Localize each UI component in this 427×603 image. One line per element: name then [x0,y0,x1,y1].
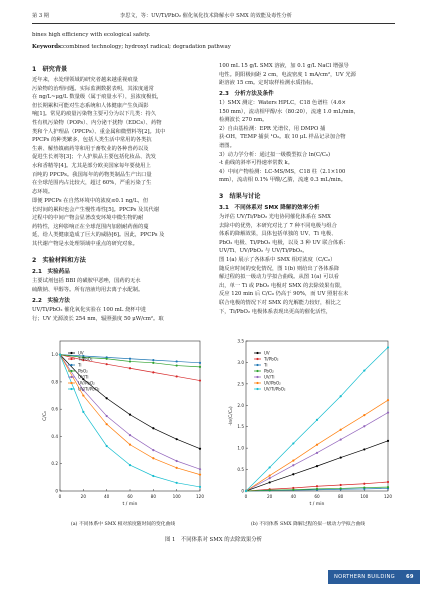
data-point [316,485,318,487]
legend-entry: UV/Ti [78,374,89,380]
legend-marker [70,352,72,354]
legend-entry: UV/Ti/PbO₂ [264,386,286,392]
header-rule [32,23,395,24]
text-line: 过程中的中间产物会显著改变环境中微生物的耐 [32,215,144,222]
data-point [292,489,294,491]
text-line: 硫酸钠、甲醇等。所有溶液均用去离子水配制。 [32,286,144,293]
x-tick-label: 20 [266,494,273,499]
data-point [106,423,108,425]
x-tick-label: 0 [244,494,248,499]
y-tick-label: 3.0 [237,359,244,365]
x-tick-label: 80 [337,494,344,499]
y-tick-label: 1.0 [237,445,244,451]
data-point [59,354,61,356]
figure-caption: 图 1 不同体系对 SMX 的去除效果分析 [164,537,263,543]
text-line: 态环境。 [32,188,54,195]
text-line: 获·OH，TEMP 捕获 ¹O₂。取 10 μL 样品记录加合物 [219,134,346,141]
text-line: 性有机污染物（POPs）、内分泌干扰物（EDCs）、药物 [32,119,162,126]
data-point [387,411,389,413]
text-line: 即便 PPCPs 在自然环境中的浓度≤0.1 ng/L，但 [32,198,149,204]
legend-entry: Ti/PbO₂ [264,356,279,362]
text-line: 在全球范围内占比较大，超过 60%，严重污染了生 [32,180,152,187]
legend-entry: UV [264,350,270,356]
data-point [152,457,154,459]
x-tick-label: 100 [360,494,369,499]
text-line: 3）动力学分析：通过拟一级模型拟合 ln(C/C₀) [219,151,331,158]
left-paragraph-2 [32,197,210,249]
data-point [199,448,201,450]
data-point [340,484,342,486]
data-point [199,468,201,470]
text-line: 下，Ti/PbO₂ 电极体系表现出更高的催化活性， [219,308,332,315]
data-point [176,360,178,362]
data-point [292,442,294,444]
text-line: 2）自由基检测：EPR 光谱仪，用 DMPO 捕 [219,125,326,132]
data-point [176,375,178,377]
data-point [176,364,178,366]
data-point [82,394,84,396]
left-paragraph-3 [32,277,210,294]
caption-panel-a: (a) 不同体系中 SMX 相对浓度随时间的变化曲线 [70,522,176,527]
data-point [269,489,271,491]
data-point [340,456,342,458]
text-line: 体系的降解效果，具体包括单独的 UV、Ti 电极、 [219,231,337,238]
data-point [152,475,154,477]
text-line: 类和个人护理品（PPCPs）、重金属和微塑料等[2]。其中 [32,128,166,135]
data-point [106,445,108,447]
text-line: 电性。阴阳极间距 2 cm，电流密度 1 mA/cm²，UV 光源 [219,71,356,78]
legend-marker [70,382,72,384]
text-line: 延，给人类健康造成了巨大的威胁[6]。因此，PPCPs 及 [32,232,165,239]
legend-marker [70,370,72,372]
text-line: 药特性，这种影响正在全球范围内加剧耐药菌的蔓 [32,223,149,230]
journal-name: NORTHERN BUILDING [334,574,395,580]
section-3-title: 3 结果与讨论 [219,193,261,200]
data-point [129,367,131,369]
section-3-1-title: 3.1 不同体系对 SMX 降解的效率分析 [219,205,320,211]
data-point [363,483,365,485]
data-point [176,467,178,469]
data-point [199,486,201,488]
text-line: 响[1]。常见的痕量污染物主要可分为以下几类：持久 [32,111,157,118]
text-line: 为评估 UV/Ti/PbO₂ 光电协同催化体系在 SMX [219,214,331,220]
data-point [129,360,131,362]
section-1-title: 1 研究背景 [32,66,68,73]
data-point [340,395,342,397]
data-point [269,466,271,468]
data-point [176,438,178,440]
x-tick-label: 40 [103,494,110,499]
x-tick-label: 40 [290,494,297,499]
data-point [316,419,318,421]
legend-marker [70,364,72,366]
text-line: 1）SMX 测定：Waters HPLC，C18 色谱柱（4.6× [219,100,346,106]
legend-entry: UV/Ti/PbO₂ [78,386,100,392]
data-point [387,399,389,401]
y-tick-label: 0 [55,488,58,494]
data-point [316,452,318,454]
legend-entry: UV/PbO₂ [78,380,95,386]
data-point [292,473,294,475]
y-axis-label: -ln(C/C₀) [229,406,234,426]
data-point [152,359,154,361]
keywords [32,44,231,50]
text-line: 图 1(a) 展示了各体系中 SMX 相对浓度（C/C₀） [219,256,336,263]
legend-entry: Ti/PbO₂ [78,356,93,362]
legend-entry: Ti [78,362,82,368]
issue-number: 第 3 期 [32,13,49,19]
section-2-title: 2 实验材料和方法 [32,257,86,264]
legend-entry: UV/Ti [264,374,275,380]
text-line: mm），流动相 0.1% 甲酸/乙腈，流速 0.3 mL/min。 [219,177,347,184]
caption-panel-b: (b) 不同体系 SMX 降解过程的拟一级动力学拟合曲线 [250,522,366,527]
legend-marker [256,364,258,366]
data-point [199,474,201,476]
data-point [316,465,318,467]
text-line: -t 曲线的斜率可得速率常数 k。 [219,160,294,167]
x-axis-label: t / min [309,502,325,507]
text-line: 行；UV 光源波长 254 nm，辐照强度 50 μW/cm²。取 [32,315,164,322]
data-point [152,449,154,451]
footer-bar [328,570,420,584]
section-2-1-title: 2.1 实验药品 [32,269,70,275]
data-point [245,490,247,492]
chart-panel-b [218,333,398,517]
y-tick-label: 1.0 [51,352,58,358]
data-point [152,371,154,373]
legend-marker [70,376,72,378]
data-point [363,425,365,427]
text-line: 100 mL 15 g/L SMX 溶液，加 0.1 g/L NaCl 增强导 [219,63,349,69]
right-paragraph-3 [219,213,397,316]
y-tick-label: 2.5 [237,381,244,387]
data-point [106,397,108,399]
legend-entry: PbO₂ [78,368,88,374]
x-tick-label: 60 [314,494,320,499]
text-line: UV/Ti/PbO₂ 催化氧化实验在 100 mL 烧杯中进 [32,307,147,313]
y-tick-label: 3.5 [237,338,244,344]
text-line: 解过程的拟一级动力学拟合曲线。从图 1(a) 可以看 [219,274,339,281]
data-point [199,366,201,368]
data-point [129,434,131,436]
text-line: 百吨的 PPCPs。我国每年的药物类制品生产出口量 [32,171,152,178]
text-line: PPCPs 的种类繁多，包括人类生活中常用的各类抗 [32,137,152,144]
y-tick-label: 1.5 [237,424,244,430]
y-axis-label: C/C₀ [43,411,48,421]
text-line: 在 ng/L~μg/L 数量级（属于痕量水平），虽浓度极低， [32,94,163,101]
section-2-3-title: 2.3 分析方法及条件 [219,91,274,97]
legend-entry: UV [78,350,84,356]
data-point [363,414,365,416]
keywords-label: Keywords: [32,44,63,50]
x-tick-label: 100 [172,494,181,499]
data-point [340,429,342,431]
text-line: 距溶液 15 cm。定时取样检测水质指标。 [219,80,317,87]
x-axis-label: t / min [122,502,138,507]
legend-entry: PbO₂ [264,368,274,374]
text-line: 出，单一 Ti 或 PbO₂ 电极对 SMX 的去除效果有限， [219,282,346,289]
data-point [199,362,201,364]
data-point [363,369,365,371]
data-point [363,448,365,450]
data-point [176,460,178,462]
data-point [106,415,108,417]
text-line: 促进生长剂等[3]；个人护肤品主要包括化妆品、洗发 [32,154,157,161]
text-line: 水和香精等[4]。尤其是部分欧美国家每年要使用上 [32,162,151,169]
x-tick-label: 60 [127,494,133,499]
text-line: PbO₂ 电极、Ti/PbO₂ 电极，以及 3 种 UV 联合体系： [219,239,349,246]
section-2-2-title: 2.2 实验方法 [32,298,70,304]
legend-entry: UV/PbO₂ [264,380,281,386]
data-point [269,474,271,476]
abstract-tail: bines high efficiency with ecological safety. [32,32,151,38]
data-point [176,482,178,484]
right-paragraph-2 [219,99,397,185]
data-point [340,487,342,489]
legend-marker [256,358,258,360]
text-line: 检测波长 270 nm。 [219,117,268,124]
text-line: 污染物的治理问题。实际监测数据表明，其浓度通常 [32,85,154,92]
y-tick-label: 0 [241,488,244,494]
data-point [152,427,154,429]
data-point [106,358,108,360]
data-point [152,362,154,364]
legend-marker [70,358,72,360]
legend-marker [256,370,258,372]
x-tick-label: 120 [384,494,392,499]
data-point [387,346,389,348]
text-line: 主要试剂包括 BBI 的磺胺甲恶唑，国药的无水 [32,278,141,284]
legend-entry: Ti [264,362,268,368]
chart-panel-a [34,333,212,517]
left-paragraph-4 [32,306,210,323]
data-point [363,486,365,488]
legend-marker [256,382,258,384]
legend-marker [70,388,72,390]
data-point [292,464,294,466]
data-point [387,440,389,442]
text-line: 反应 120 min 后 C/C₀ 仍高于 90%，而 UV 照射在未 [219,291,349,298]
y-tick-label: 2.0 [237,402,244,408]
data-point [387,481,389,483]
legend-marker [256,388,258,390]
data-point [387,486,389,488]
left-paragraph-1 [32,76,210,196]
data-point [106,363,108,365]
text-line: 生素、解热镇痛药等和用于畜牧业的各种兽药以及 [32,145,149,152]
text-line: 长时间的累积也会产生慢性毒性[5]。PPCPs 及其代谢 [32,206,160,213]
data-point [292,459,294,461]
x-tick-label: 80 [150,494,157,499]
text-line: 其代谢产物是水处理领域中重点的研究对象。 [32,240,138,247]
data-point [129,414,131,416]
data-point [82,411,84,413]
text-line: 随反应时间的变化情况，图 1(b) 则给出了各体系降 [219,265,340,272]
text-line: 联合电极的情况下对 SMX 的光解能力较好，相比之 [219,299,342,306]
data-point [269,481,271,483]
keywords-text: combined technology; hydroxyl radical; degradation pathway [63,44,231,50]
y-tick-label: 0.5 [237,467,244,473]
text-line: 但长期累积可能对生态系统和人体健康产生负面影 [32,102,149,109]
y-tick-label: 0.8 [51,379,58,385]
y-tick-label: 0.4 [51,433,58,439]
y-tick-label: 0.2 [51,461,58,467]
data-point [316,444,318,446]
text-line: 150 mm），流动相甲醇/水（80:20），流速 1.0 mL/min， [219,108,359,115]
y-tick-label: 0.6 [51,406,58,412]
x-tick-label: 20 [80,494,87,499]
text-line: 谱图。 [219,142,235,149]
text-line: 去除中的优势，本研究对比了 7 种不同电极与组合 [219,222,337,229]
text-line: 近年来，水处理领域的研究者越来越重视痕量 [32,77,138,83]
page-number: 69 [406,574,414,580]
legend-marker [256,352,258,354]
x-tick-label: 0 [58,494,62,499]
text-line: UV/Ti、UV/PbO₂ 与 UV/Ti/PbO₂。 [219,248,308,255]
data-point [129,358,131,360]
text-line: 4）中间产物检测：LC-MS/MS，C18 柱（2.1×100 [219,168,346,175]
right-paragraph-1 [219,62,397,88]
legend-marker [256,376,258,378]
data-point [129,464,131,466]
data-point [340,438,342,440]
data-point [129,444,131,446]
running-title: 李思文，等：UV/Ti/PbO₂ 催化氧化技术降解水中 SMX 的效能及毒性分析 [120,13,292,19]
data-point [269,477,271,479]
data-point [316,488,318,490]
x-tick-label: 120 [196,494,204,499]
data-point [199,379,201,381]
